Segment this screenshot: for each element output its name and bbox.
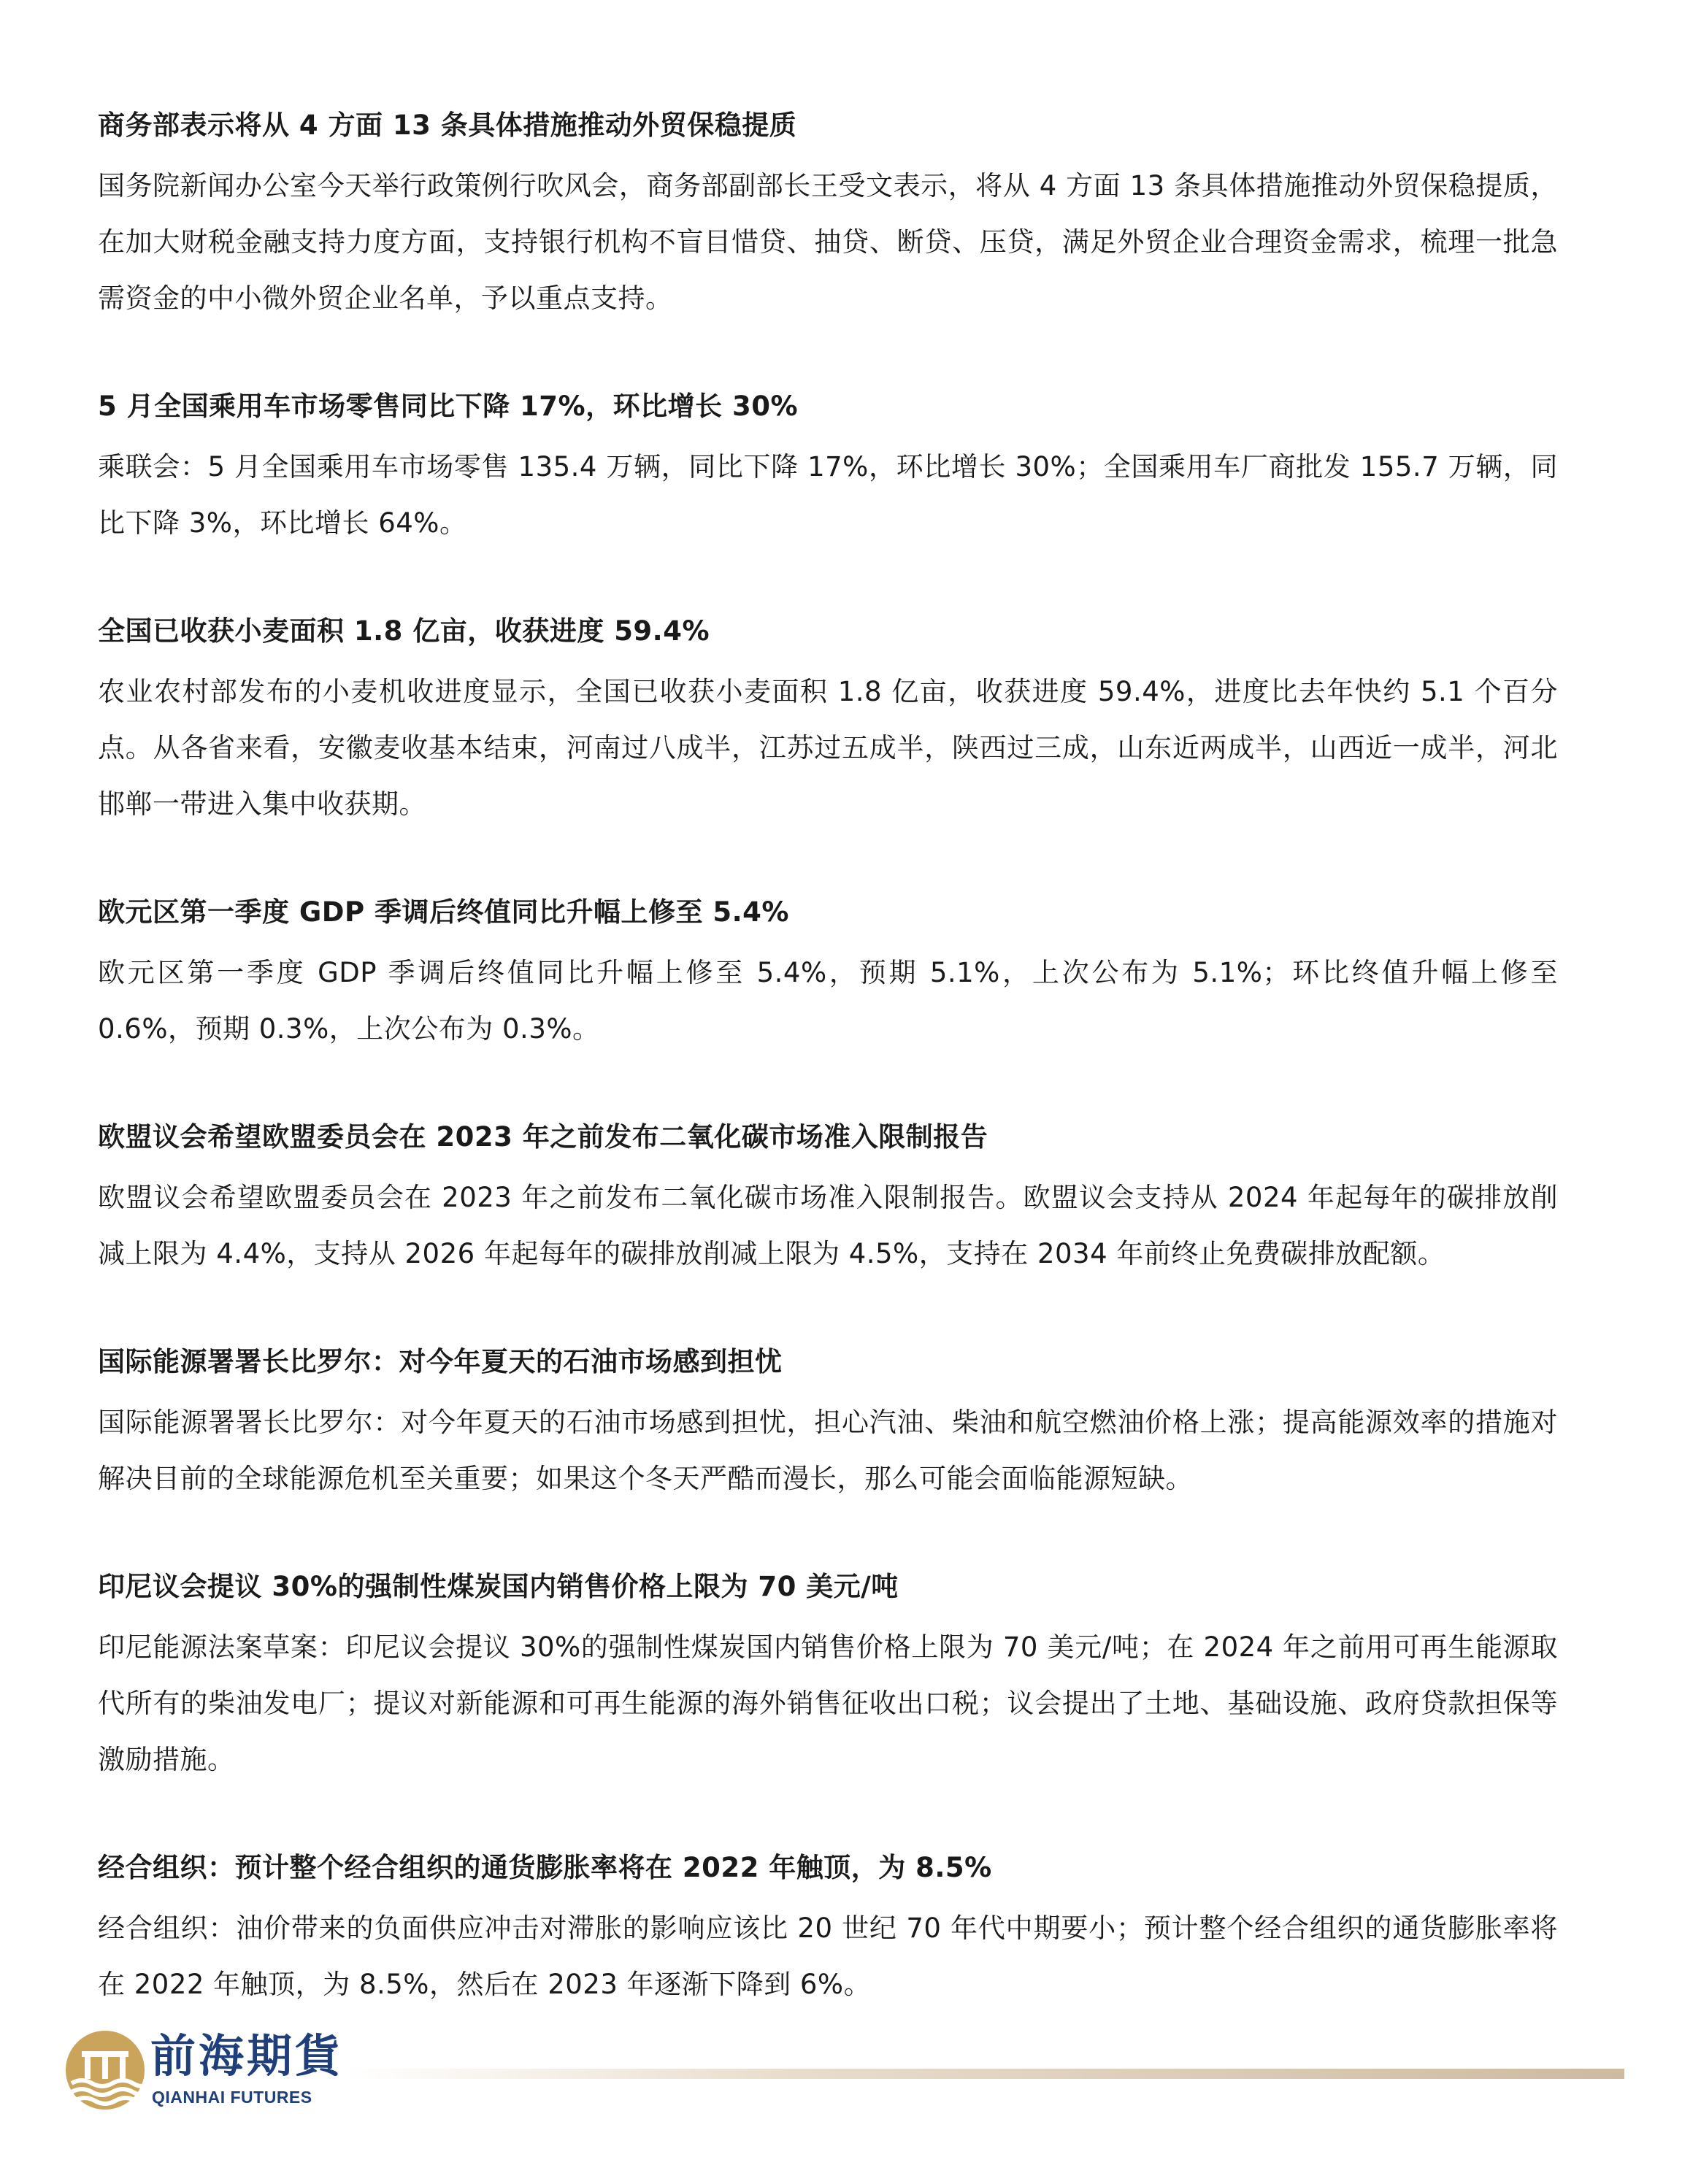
news-title: 印尼议会提议 30%的强制性煤炭国内销售价格上限为 70 美元/吨 — [98, 1571, 899, 1602]
news-body: 欧元区第一季度 GDP 季调后终值同比升幅上修至 5.4%，预期 5.1%，上次公布为 5.1%；环比终值升幅上修至 0.6%，预期 0.3%，上次公布为 0.3%。 — [98, 957, 1558, 1045]
news-item — [98, 383, 1558, 551]
logo-text-cn: 前海期貨 — [150, 2029, 344, 2083]
news-body: 国务院新闻办公室今天举行政策例行吹风会，商务部副部长王受文表示，将从 4 方面 13 条具体措施推动外贸保稳提质，在加大财税金融支持力度方面，支持银行机构不盲目惜贷、抽贷、断贷、压贷，满足外贸企业合理资金需求，梳理一批急需资金的中小微外贸企业名单，予以重点支持。 — [98, 170, 1558, 314]
news-body: 欧盟议会希望欧盟委员会在 2023 年之前发布二氧化碳市场准入限制报告。欧盟议会支持从 2024 年起每年的碳排放削减上限为 4.4%，支持从 2026 年起每年的碳排放削减上限为 4.5%，支持在 2034 年前终止免费碳排放配额。 — [98, 1182, 1558, 1269]
news-item — [98, 1845, 1558, 2012]
news-title: 国际能源署署长比罗尔：对今年夏天的石油市场感到担忧 — [98, 1346, 783, 1377]
news-title: 商务部表示将从 4 方面 13 条具体措施推动外贸保稳提质 — [98, 109, 797, 141]
news-title: 欧盟议会希望欧盟委员会在 2023 年之前发布二氧化碳市场准入限制报告 — [98, 1121, 988, 1153]
news-item — [98, 608, 1558, 832]
news-item — [98, 102, 1558, 326]
news-body: 经合组织：油价带来的负面供应冲击对滞胀的影响应该比 20 世纪 70 年代中期要小；预计整个经合组织的通货膨胀率将在 2022 年触顶，为 8.5%，然后在 2023 年逐渐下降到 6%。 — [98, 1912, 1558, 2000]
news-body: 印尼能源法案草案：印尼议会提议 30%的强制性煤炭国内销售价格上限为 70 美元/吨；在 2024 年之前用可再生能源取代所有的柴油发电厂；提议对新能源和可再生能源的海外销售征收出口税；议会提出了土地、基础设施、政府贷款担保等激励措施。 — [98, 1631, 1558, 1775]
news-body: 乘联会：5 月全国乘用车市场零售 135.4 万辆，同比下降 17%，环比增长 30%；全国乘用车厂商批发 155.7 万辆，同比下降 3%，环比增长 64%。 — [98, 451, 1558, 539]
news-item — [98, 1114, 1558, 1282]
news-list — [98, 102, 1558, 2069]
news-title: 5 月全国乘用车市场零售同比下降 17%，环比增长 30% — [98, 391, 799, 422]
news-title: 经合组织：预计整个经合组织的通货膨胀率将在 2022 年触顶，为 8.5% — [98, 1852, 992, 1883]
footer-divider — [345, 2069, 1624, 2079]
logo-text-en: QIANHAI FUTURES — [152, 2088, 312, 2107]
news-item — [98, 1339, 1558, 1507]
news-title: 全国已收获小麦面积 1.8 亿亩，收获进度 59.4% — [98, 615, 710, 647]
page-footer — [64, 2029, 1568, 2117]
news-item — [98, 889, 1558, 1057]
news-body: 农业农村部发布的小麦机收进度显示，全国已收获小麦面积 1.8 亿亩，收获进度 59.4%，进度比去年快约 5.1 个百分点。从各省来看，安徽麦收基本结束，河南过八成半，江苏过五成半，陕西过三成，山东近两成半，山西近一成半，河北邯郸一带进入集中收获期。 — [98, 676, 1558, 820]
qianhai-logo-icon — [64, 2029, 146, 2111]
news-title: 欧元区第一季度 GDP 季调后终值同比升幅上修至 5.4% — [98, 896, 789, 928]
news-item — [98, 1564, 1558, 1788]
news-body: 国际能源署署长比罗尔：对今年夏天的石油市场感到担忧，担心汽油、柴油和航空燃油价格上涨；提高能源效率的措施对解决目前的全球能源危机至关重要；如果这个冬天严酷而漫长，那么可能会面临能源短缺。 — [98, 1407, 1558, 1494]
